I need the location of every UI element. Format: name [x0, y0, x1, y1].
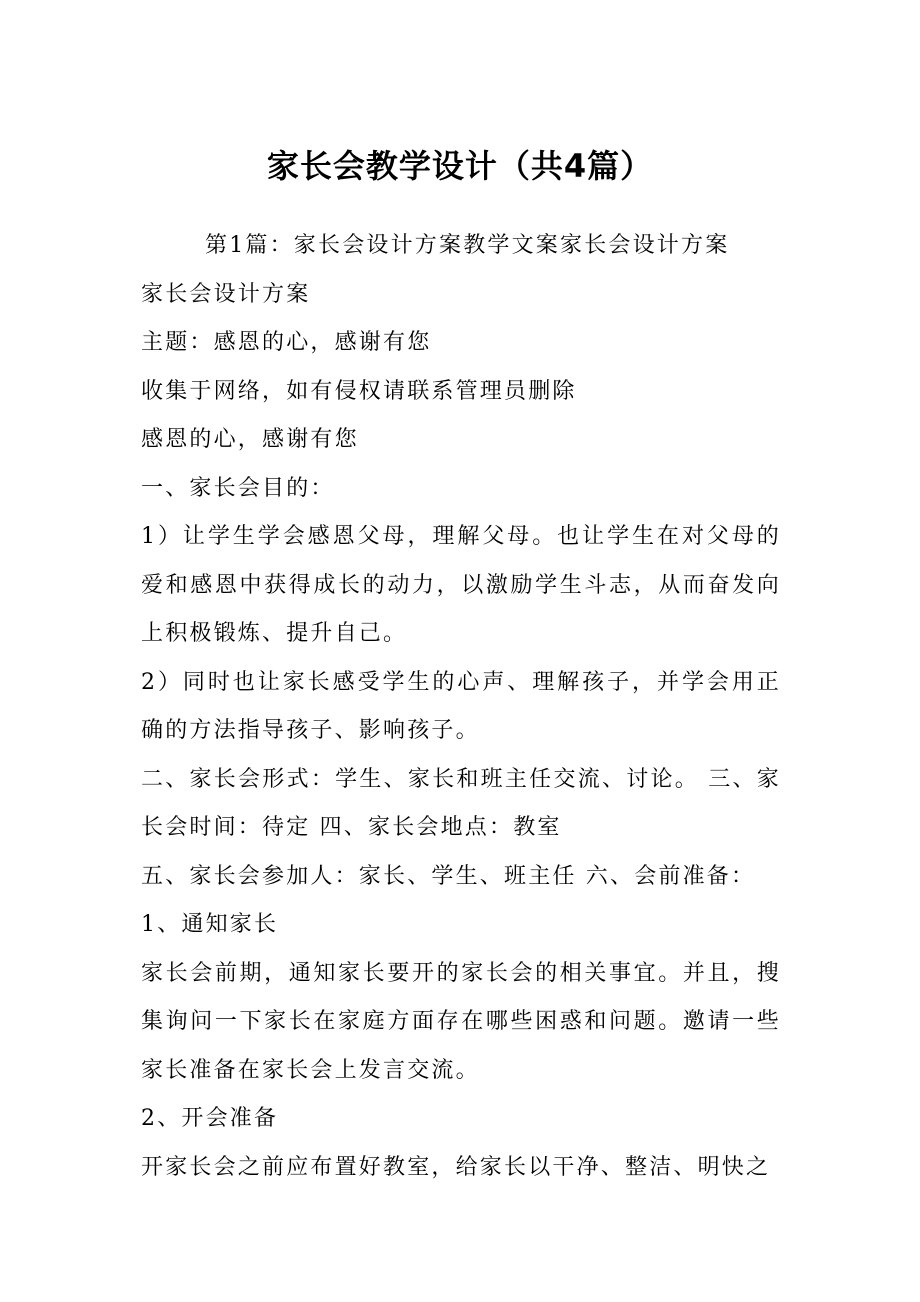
- paragraph: 主题：感恩的心，感谢有您: [141, 330, 432, 355]
- paragraph: 1、通知家长: [141, 912, 279, 937]
- paragraph: 2）同时也让家长感受学生的心声、理解孩子，并学会用正确的方法指导孩子、影响孩子。: [141, 669, 781, 743]
- paragraph: 感恩的心，感谢有您: [141, 427, 359, 452]
- section-heading: 第1篇：家长会设计方案教学文案家长会设计方案: [205, 233, 730, 258]
- paragraph: 一、家长会目的：: [141, 475, 335, 501]
- paragraph: 2、开会准备: [141, 1106, 279, 1131]
- paragraph: 1）让学生学会感恩父母，理解父母。也让学生在对父母的爱和感恩中获得成长的动力，以激励学生斗志，从而奋发向上积极锻炼、提升自己。: [141, 524, 781, 646]
- paragraph: 家长会前期，通知家长要开的家长会的相关事宜。并且，搜集询问一下家长在家庭方面存在哪些困惑和问题。邀请一些家长准备在家长会上发言交流。: [141, 960, 781, 1083]
- paragraph: 开家长会之前应布置好教室，给家长以干净、整洁、明快之: [141, 1154, 771, 1180]
- paragraph: 家长会设计方案: [141, 281, 311, 307]
- paragraph: 二、家长会形式：学生、家长和班主任交流、讨论。 三、家长会时间：待定 四、家长会地点：教室: [141, 766, 781, 840]
- paragraph: 收集于网络，如有侵权请联系管理员删除: [141, 378, 577, 404]
- document-body: [141, 222, 781, 1192]
- document-title: 家长会教学设计（共4篇）: [266, 147, 654, 185]
- paragraph: 五、家长会参加人：家长、学生、班主任 六、会前准备：: [141, 863, 756, 889]
